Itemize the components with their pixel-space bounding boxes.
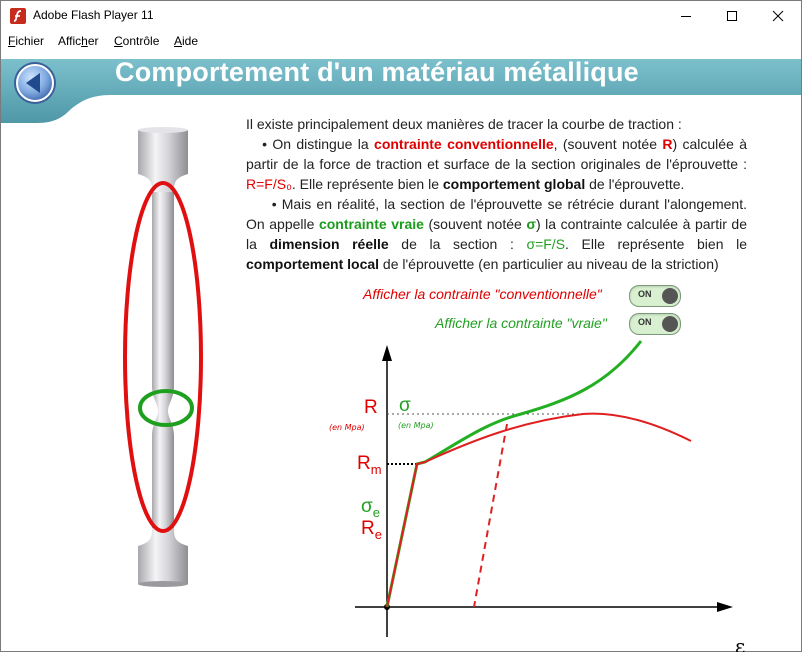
maximize-button[interactable] xyxy=(709,1,755,31)
toggle-knob xyxy=(662,288,678,304)
paragraph-true: • Mais en réalité, la section de l'éprouvette se rétrécie durant l'alongement. On appelle contrainte vraie (souvent notée σ) la contrainte calculée à partir de la dimension réelle de la section : σ=F/S. Elle représente bien le comportement local de l'éprouvette (en particulier au niveau de la striction) xyxy=(246,196,748,272)
unit-sigma: (en Mpa) xyxy=(398,421,434,430)
flash-content xyxy=(1,51,801,651)
tensile-specimen-illustration xyxy=(121,126,221,588)
intro-text xyxy=(246,114,747,274)
menu-aide[interactable]: Aide xyxy=(174,34,199,48)
title-bar xyxy=(1,1,801,31)
flash-player-icon xyxy=(10,8,26,24)
label-sigma: σ xyxy=(399,395,411,416)
label-epsilon: ε xyxy=(735,634,746,652)
toggle-label-conventional: Afficher la contrainte "conventionnelle" xyxy=(363,286,602,302)
label-R: R xyxy=(364,397,378,418)
back-arrow-icon xyxy=(13,61,57,105)
x-axis-arrow xyxy=(717,602,733,612)
minimize-icon xyxy=(681,11,692,22)
menu-bar xyxy=(1,31,801,51)
toggle-label-true: Afficher la contrainte "vraie" xyxy=(435,315,607,331)
y-axis-arrow xyxy=(382,345,392,361)
minimize-button[interactable] xyxy=(663,1,709,31)
toggle-conventional[interactable]: ON xyxy=(629,285,681,307)
unloading-line xyxy=(474,424,507,607)
window-title: Adobe Flash Player 11 xyxy=(33,8,154,22)
menu-afficher[interactable]: Afficher xyxy=(58,34,99,48)
menu-fichier[interactable]: Fichier xyxy=(8,34,45,48)
menu-controle[interactable]: Contrôle xyxy=(114,34,160,48)
paragraph-conventional: • On distingue la contrainte conventionnelle, (souvent notée R) calculée à partir de la force de traction et surface de la section originales de l'éprouvette : R=F/S₀. Elle représente bien le comportement global de l'éprouvette. xyxy=(246,136,747,192)
back-button[interactable] xyxy=(13,61,57,105)
label-Re: $R_e$ xyxy=(361,518,382,542)
toggle-knob xyxy=(662,316,678,332)
toggle-row-true xyxy=(435,315,607,331)
maximize-icon xyxy=(727,11,738,22)
true-stress-curve xyxy=(387,341,641,607)
stress-strain-diagram xyxy=(321,331,761,652)
unit-R: (en Mpa) xyxy=(329,423,365,432)
intro-line: Il existe principalement deux manières de tracer la courbe de traction : xyxy=(246,116,682,132)
toggle-row-conventional xyxy=(363,286,602,302)
page-title: Comportement d'un matériau métallique xyxy=(115,57,639,87)
toggle-true[interactable]: ON xyxy=(629,313,681,335)
close-icon xyxy=(773,11,784,22)
close-button[interactable] xyxy=(755,1,801,31)
label-Rm: $R_m$ xyxy=(357,453,382,477)
conventional-stress-curve xyxy=(387,414,691,607)
label-sigma-e: $\sigma_e$ xyxy=(361,496,380,520)
